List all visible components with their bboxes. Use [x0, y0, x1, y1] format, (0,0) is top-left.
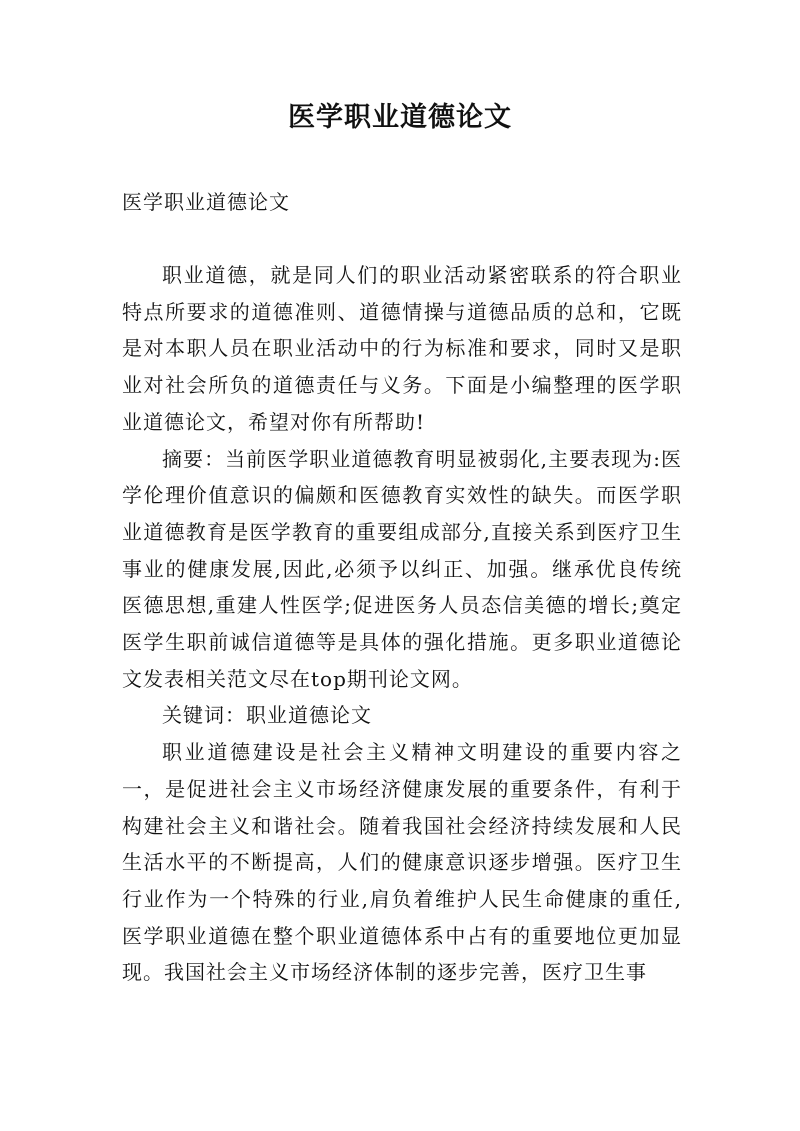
- paragraph-intro: 职业道德，就是同人们的职业活动紧密联系的符合职业特点所要求的道德准则、道德情操与道德品质的总和，它既是对本职人员在职业活动中的行为标准和要求，同时又是职业对社会所负的道德责任与义务。下面是小编整理的医学职业道德论文，希望对你有所帮助!: [122, 263, 682, 434]
- paragraph-keywords: 关键词：职业道德论文: [162, 703, 372, 728]
- document-title: 医学职业道德论文: [288, 102, 512, 133]
- paragraph-main: 职业道德建设是社会主义精神文明建设的重要内容之一，是促进社会主义市场经济健康发展的重要条件，有利于构建社会主义和谐社会。随着我国社会经济持续发展和人民生活水平的不断提高，人们的健康意识逐步增强。医疗卫生行业作为一个特殊的行业,肩负着维护人民生命健康的重任,医学职业道德在整个职业道德体系中占有的重要地位更加显现。我国社会主义市场经济体制的逐步完善，医疗卫生事: [122, 740, 682, 985]
- document-body: [122, 257, 682, 991]
- document-subtitle: 医学职业道德论文: [122, 190, 290, 214]
- paragraph-abstract: 摘要：当前医学职业道德教育明显被弱化,主要表现为:医学伦理价值意识的偏颇和医德教育实效性的缺失。而医学职业道德教育是医学教育的重要组成部分,直接关系到医疗卫生事业的健康发展,因此,必须予以纠正、加强。继承优良传统医德思想,重建人性医学;促进医务人员态信美德的增长;奠定医学生职前诚信道德等是具体的强化措施。更多职业道德论文发表相关范文尽在top期刊论文网。: [122, 446, 682, 691]
